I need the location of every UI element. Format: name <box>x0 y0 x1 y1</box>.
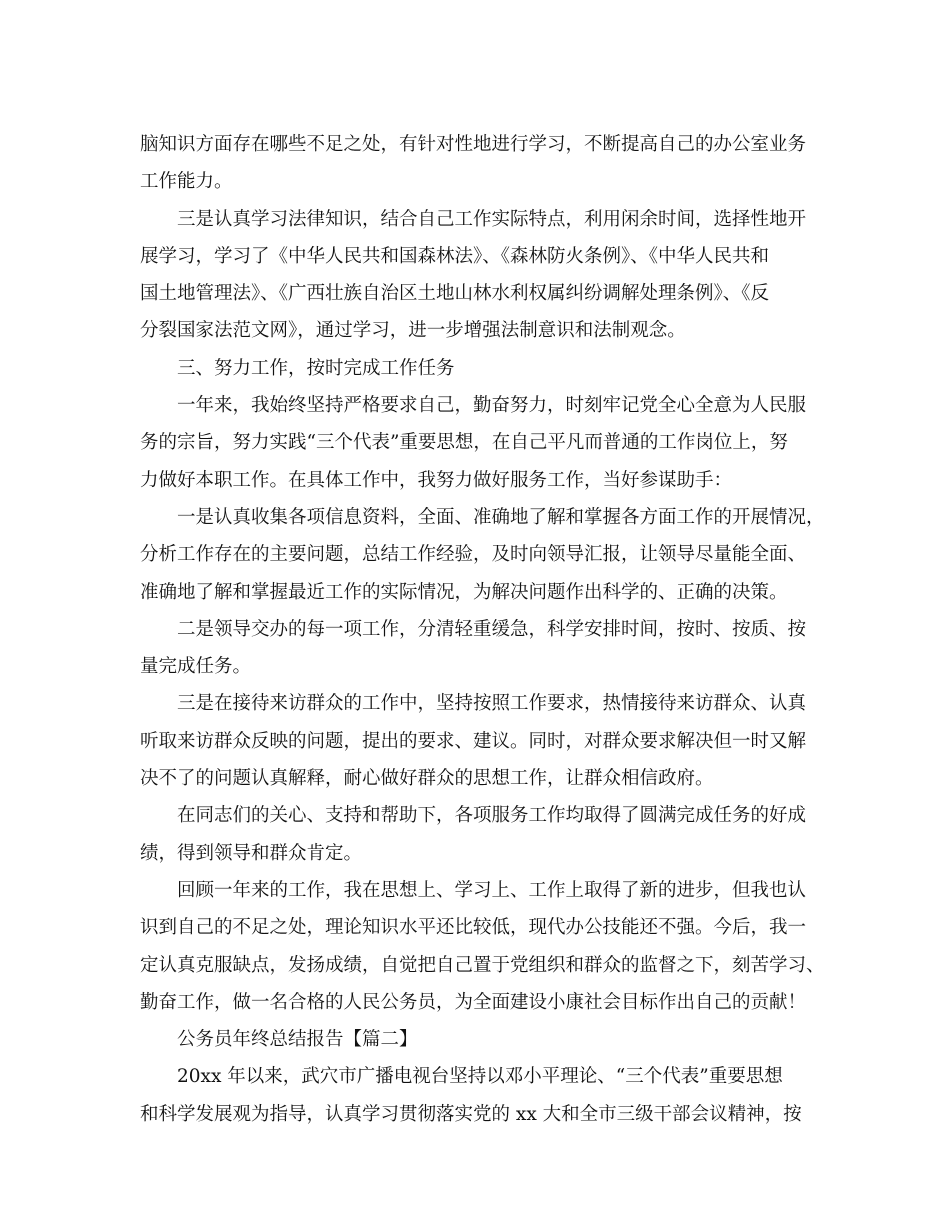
text-line: 三、努力工作，按时完成工作任务 <box>177 357 455 379</box>
text-line: 一年来，我始终坚持严格要求自己，勤奋努力，时刻牢记党全心全意为人民服 <box>177 395 807 417</box>
document-body <box>140 126 830 1133</box>
text-line: 准确地了解和掌握最近工作的实际情况，为解决问题作出科学的、正确的决策。 <box>140 581 788 603</box>
text-line: 二是领导交办的每一项工作，分清轻重缓急，科学安排时间，按时、按质、按 <box>177 618 807 640</box>
text-line: 决不了的问题认真解释，耐心做好群众的思想工作，让群众相信政府。 <box>140 768 714 790</box>
text-line: 工作能力。 <box>140 171 233 193</box>
text-line: 识到自己的不足之处，理论知识水平还比较低，现代办公技能还不强。今后，我一 <box>140 917 807 939</box>
text-line: 20xx 年以来，武穴市广播电视台坚持以邓小平理论、“三个代表”重要思想 <box>177 1066 783 1088</box>
text-line: 一是认真收集各项信息资料，全面、准确地了解和掌握各方面工作的开展情况， <box>177 506 825 528</box>
text-line: 绩，得到领导和群众肯定。 <box>140 842 363 864</box>
text-line: 脑知识方面存在哪些不足之处，有针对性地进行学习，不断提高自己的办公室业务 <box>140 134 807 155</box>
text-line: 三是认真学习法律知识，结合自己工作实际特点，利用闲余时间，选择性地开 <box>177 208 807 230</box>
text-line: 回顾一年来的工作，我在思想上、学习上、工作上取得了新的进步，但我也认 <box>177 879 807 901</box>
text-line: 量完成任务。 <box>140 656 252 678</box>
text-line: 勤奋工作，做一名合格的人民公务员，为全面建设小康社会目标作出自己的贡献！ <box>140 991 807 1013</box>
text-line: 听取来访群众反映的问题，提出的要求、建议。同时，对群众要求解决但一时又解 <box>140 730 807 752</box>
text-line: 三是在接待来访群众的工作中，坚持按照工作要求，热情接待来访群众、认真 <box>177 693 807 715</box>
text-line: 展学习，学习了《中华人民共和国森林法》、《森林防火条例》、《中华人民共和 <box>140 245 770 267</box>
text-line: 公务员年终总结报告【篇二】 <box>177 1029 418 1051</box>
text-line: 分裂国家法范文网》，通过学习，进一步增强法制意识和法制观念。 <box>140 320 686 342</box>
text-line: 国土地管理法》、《广西壮族自治区土地山林水利权属纠纷调解处理条例》、《反 <box>140 283 770 305</box>
text-line: 分析工作存在的主要问题，总结工作经验，及时向领导汇报，让领导尽量能全面、 <box>140 544 807 566</box>
text-line: 定认真克服缺点，发扬成绩，自觉把自己置于党组织和群众的监督之下，刻苦学习、 <box>140 954 825 976</box>
text-line: 在同志们的关心、支持和帮助下，各项服务工作均取得了圆满完成任务的好成 <box>177 805 807 827</box>
text-line: 务的宗旨，努力实践“三个代表”重要思想，在自己平凡而普通的工作岗位上，努 <box>140 432 788 454</box>
text-line: 力做好本职工作。在具体工作中，我努力做好服务工作，当好参谋助手： <box>140 469 733 491</box>
text-line: 和科学发展观为指导，认真学习贯彻落实党的 xx 大和全市三级干部会议精神，按 <box>140 1103 802 1125</box>
